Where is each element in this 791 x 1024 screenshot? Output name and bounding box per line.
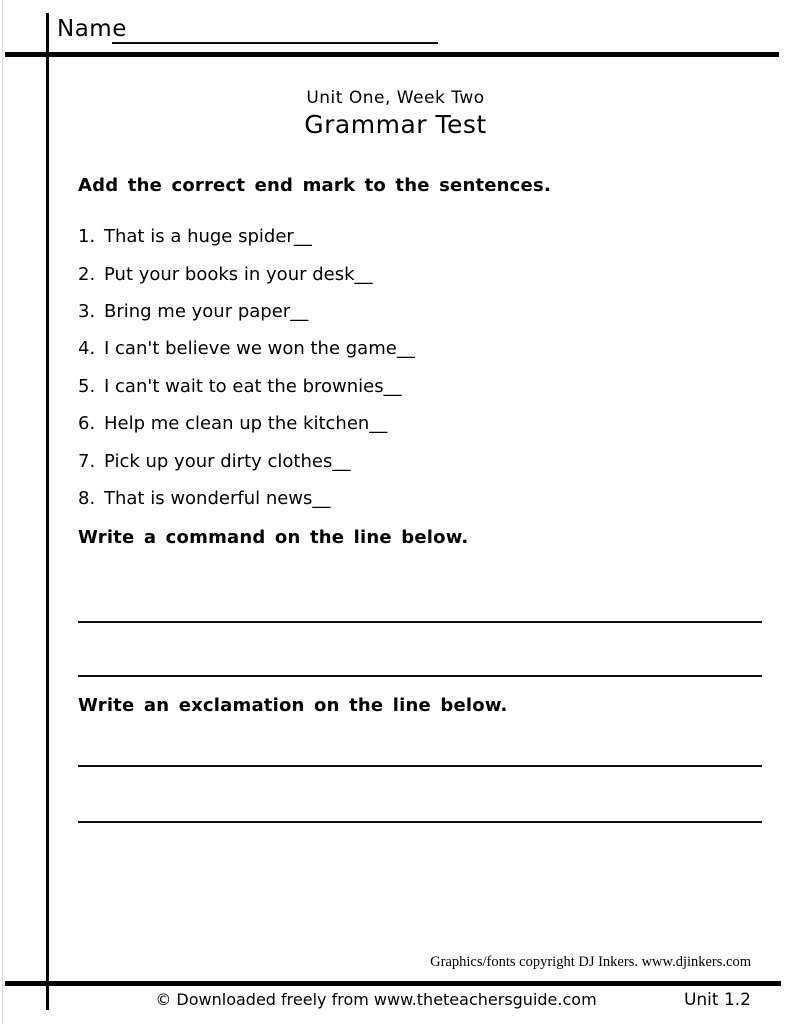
sentence-list: [78, 218, 638, 517]
item-number: 7.: [78, 450, 96, 472]
exclamation-writing-line-1: [78, 765, 762, 767]
list-item: [78, 480, 638, 517]
item-number: 4.: [78, 338, 96, 360]
command-writing-line-2: [78, 675, 762, 677]
item-number: 1.: [78, 226, 96, 248]
list-item: [78, 330, 638, 367]
exclamation-writing-line-2: [78, 821, 762, 823]
item-number: 3.: [78, 300, 96, 322]
margin-line: [46, 13, 49, 1010]
item-number: 8.: [78, 487, 96, 509]
command-heading: Write a command on the line below.: [78, 527, 469, 548]
unit-label: Unit 1.2: [683, 990, 751, 1010]
item-text: That is wonderful news__: [104, 487, 331, 509]
list-item: [78, 293, 638, 330]
title-grammar-test: Grammar Test: [304, 110, 487, 139]
item-text: Put your books in your desk__: [104, 263, 373, 285]
list-item: [78, 405, 638, 442]
item-text: Help me clean up the kitchen__: [104, 413, 388, 435]
item-number: 6.: [78, 413, 96, 435]
item-number: 2.: [78, 263, 96, 285]
command-writing-line-1: [78, 621, 762, 623]
list-item: [78, 368, 638, 405]
credit-text: Graphics/fonts copyright DJ Inkers. www.djinkers.com: [430, 954, 751, 970]
item-text: That is a huge spider__: [104, 226, 312, 248]
list-item: [78, 255, 638, 292]
item-text: Pick up your dirty clothes__: [104, 450, 351, 472]
name-label: Name: [57, 16, 127, 42]
item-number: 5.: [78, 375, 96, 397]
header-rule: [5, 52, 779, 57]
item-text: I can't wait to eat the brownies__: [104, 375, 402, 397]
title-unit-week: Unit One, Week Two: [306, 88, 485, 108]
list-item: [78, 218, 638, 255]
download-text: © Downloaded freely from www.theteachersguide.com: [155, 990, 597, 1009]
exclamation-heading: Write an exclamation on the line below.: [78, 695, 508, 716]
item-text: I can't believe we won the game__: [104, 338, 415, 360]
list-item: [78, 442, 638, 479]
name-blank-line: [112, 10, 438, 44]
footer-rule: [5, 981, 781, 986]
end-marks-heading: Add the correct end mark to the sentences.: [78, 175, 551, 196]
scan-edge-line: [2, 0, 3, 1024]
item-text: Bring me your paper__: [104, 300, 309, 322]
